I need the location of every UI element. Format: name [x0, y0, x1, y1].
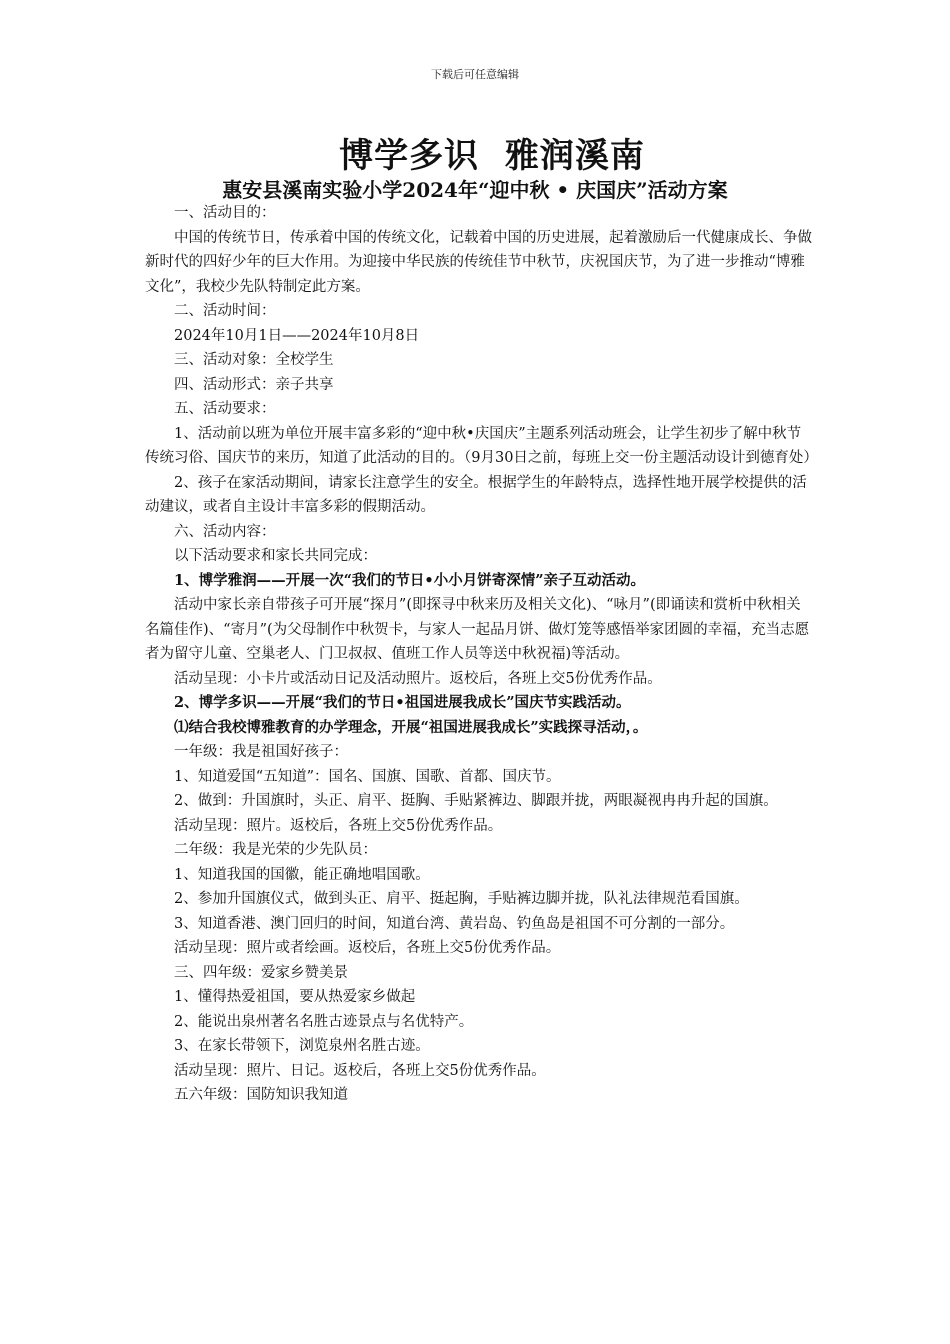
- paragraph: 三、活动对象：全校学生: [174, 352, 334, 368]
- paragraph: 中国的传统节日，传承着中国的传统文化，记载着中国的历史进展，起着激励后一代健康成长、争做新时代的四好少年的巨大作用。为迎接中华民族的传统佳节中秋节，庆祝国庆节，为了进一步推动“博雅文化”，我校少先队特制定此方案。: [145, 229, 812, 295]
- paragraph: 2、做到：升国旗时，头正、肩平、挺胸、手贴紧裤边、脚跟并拢，两眼凝视冉冉升起的国旗。: [174, 793, 778, 809]
- paragraph: 2、博学多识——开展“我们的节日•祖国进展我成长”国庆节实践活动。: [174, 694, 631, 711]
- paragraph: 1、活动前以班为单位开展丰富多彩的“迎中秋•庆国庆”主题系列活动班会，让学生初步了解中秋节传统习俗、国庆节的来历，知道了此活动的目的。（9月30日之前，每班上交一份主题活动设计到德育处）: [145, 425, 818, 466]
- paragraph: 2、能说出泉州著名名胜古迹景点与名优特产。: [174, 1013, 474, 1030]
- paragraph: 三、四年级：爱家乡赞美景: [174, 964, 348, 981]
- paragraph: 2024年10月1日——2024年10月8日: [174, 327, 420, 344]
- paragraph: 3、知道香港、澳门回归的时间，知道台湾、黄岩岛、钓鱼岛是祖国不可分割的一部分。: [174, 915, 735, 932]
- paragraph: 活动中家长亲自带孩子可开展“探月”(即探寻中秋来历及相关文化)、“咏月”(即诵读和赏析中秋相关名篇佳作)、“寄月”(为父母制作中秋贺卡，与家人一起品月饼、做灯笼等感悟举家团圆的幸福，充当志愿者为留守儿童、空巢老人、门卫叔叔、值班工作人员等送中秋祝福)等活动。: [145, 597, 810, 662]
- paragraph: 活动呈现：照片、日记。返校后，各班上交5份优秀作品。: [174, 1062, 546, 1079]
- header-note: 下载后可任意编辑: [431, 68, 519, 81]
- paragraph: 五六年级：国防知识我知道: [174, 1087, 348, 1103]
- paragraph: 四、活动形式：亲子共享: [174, 376, 334, 393]
- paragraph: 1、知道爱国“五知道”：国名、国旗、国歌、首都、国庆节。: [174, 768, 561, 785]
- paragraph: 2、孩子在家活动期间，请家长注意学生的安全。根据学生的年龄特点，选择性地开展学校提供的活动建议，或者自主设计丰富多彩的假期活动。: [145, 474, 807, 515]
- paragraph: 1、博学雅润——开展一次“我们的节日•小小月饼寄深情”亲子互动活动。: [174, 571, 646, 589]
- paragraph: 1、知道我国的国徽，能正确地唱国歌。: [174, 866, 430, 883]
- paragraph: 二、活动时间：: [174, 303, 276, 319]
- document-body: [145, 201, 818, 1108]
- paragraph: ⑴结合我校博雅教育的办学理念，开展“祖国进展我成长”实践探寻活动，。: [174, 718, 648, 736]
- paragraph: 六、活动内容：: [174, 523, 276, 540]
- paragraph: 活动呈现：小卡片或活动日记及活动照片。返校后，各班上交5份优秀作品。: [174, 670, 662, 687]
- document-title: 博学多识 雅润溪南: [339, 136, 645, 176]
- paragraph: 二年级：我是光荣的少先队员：: [174, 842, 377, 858]
- paragraph: 活动呈现：照片或者绘画。返校后，各班上交5份优秀作品。: [174, 940, 561, 956]
- paragraph: 以下活动要求和家长共同完成：: [174, 548, 377, 564]
- paragraph: 一、活动目的：: [174, 205, 276, 221]
- paragraph: 一年级：我是祖国好孩子：: [174, 744, 348, 760]
- paragraph: 活动呈现：照片。返校后，各班上交5份优秀作品。: [174, 817, 503, 834]
- paragraph: 3、在家长带领下，浏览泉州名胜古迹。: [174, 1038, 430, 1054]
- paragraph: 2、参加升国旗仪式，做到头正、肩平、挺起胸，手贴裤边脚并拢，队礼法律规范看国旗。: [174, 891, 749, 907]
- document-subtitle: 惠安县溪南实验小学2024年“迎中秋 • 庆国庆”活动方案: [222, 178, 728, 202]
- paragraph: 1、懂得热爱祖国，要从热爱家乡做起: [174, 989, 416, 1005]
- paragraph: 五、活动要求：: [174, 401, 276, 417]
